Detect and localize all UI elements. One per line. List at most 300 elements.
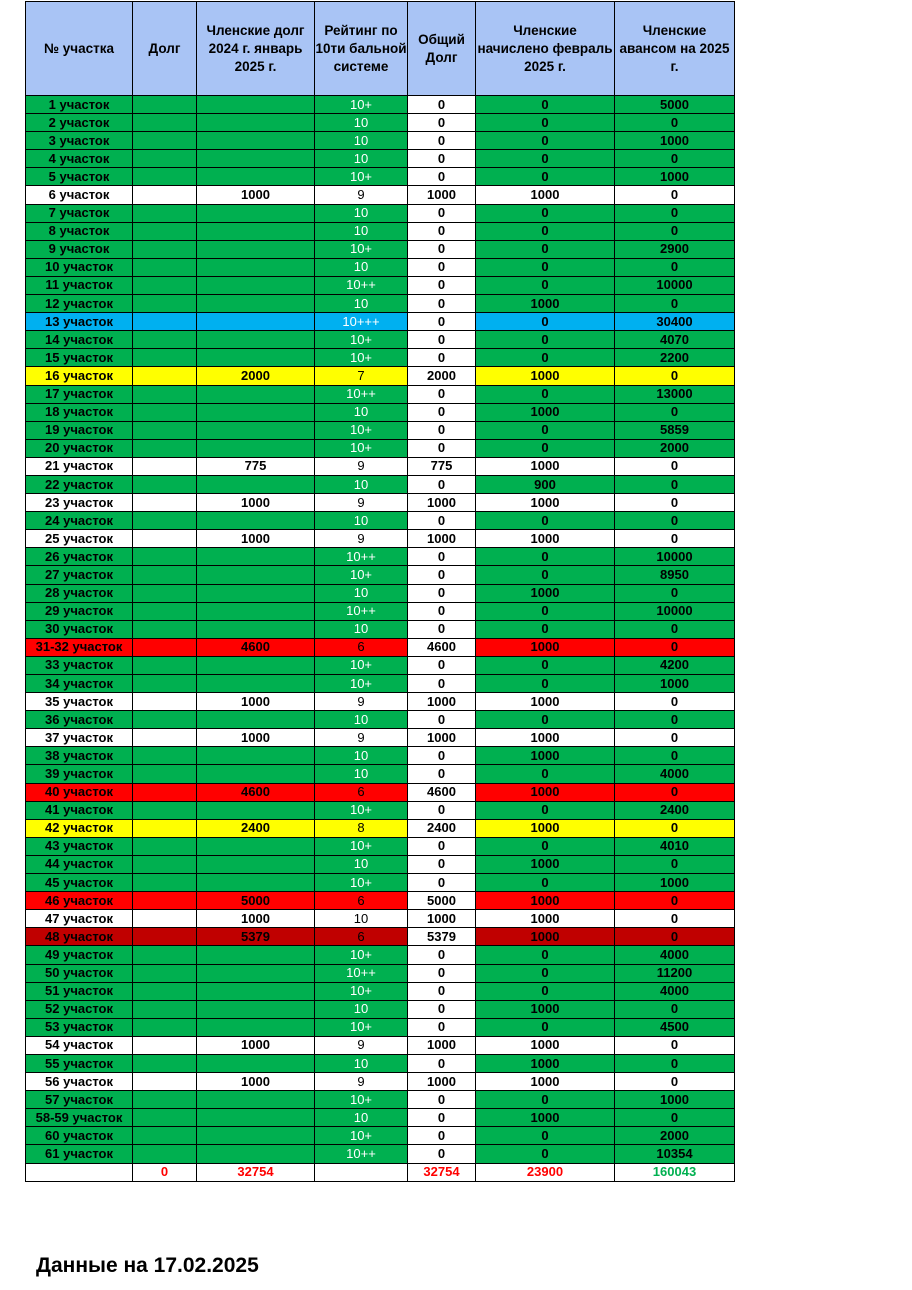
cell-charged: 1000 [476, 1073, 615, 1091]
members-table [25, 1, 735, 1182]
cell-rating: 10+ [315, 656, 408, 674]
cell-total-debt: 0 [408, 656, 476, 674]
cell-advance: 1000 [615, 1091, 735, 1109]
cell-rating: 10 [315, 1054, 408, 1072]
cell-debt [133, 566, 197, 584]
cell-debt [133, 494, 197, 512]
table-row [26, 475, 735, 493]
cell-rating: 10+ [315, 946, 408, 964]
cell-plot: 7 участок [26, 204, 133, 222]
table-body [26, 96, 735, 1164]
cell-plot: 20 участок [26, 439, 133, 457]
cell-total-debt: 0 [408, 385, 476, 403]
cell-total-debt: 0 [408, 403, 476, 421]
cell-total-debt: 1000 [408, 910, 476, 928]
table-row [26, 439, 735, 457]
cell-debt [133, 421, 197, 439]
cell-debt [133, 1109, 197, 1127]
cell-total-debt: 0 [408, 946, 476, 964]
cell-rating: 10+ [315, 331, 408, 349]
cell-member-debt [197, 1109, 315, 1127]
cell-total-debt: 775 [408, 457, 476, 475]
cell-member-debt [197, 313, 315, 331]
cell-plot: 21 участок [26, 457, 133, 475]
col-header-rating: Рейтинг по 10ти бальной системе [315, 2, 408, 96]
cell-advance: 1000 [615, 675, 735, 693]
cell-member-debt [197, 403, 315, 421]
cell-member-debt [197, 295, 315, 313]
table-row [26, 1109, 735, 1127]
cell-debt [133, 602, 197, 620]
cell-debt [133, 693, 197, 711]
cell-member-debt [197, 711, 315, 729]
cell-plot: 22 участок [26, 475, 133, 493]
cell-charged: 1000 [476, 403, 615, 421]
table-row [26, 874, 735, 892]
cell-plot: 29 участок [26, 602, 133, 620]
cell-total-debt: 0 [408, 1127, 476, 1145]
cell-advance: 4000 [615, 946, 735, 964]
cell-total-debt: 0 [408, 982, 476, 1000]
cell-total-debt: 1000 [408, 1073, 476, 1091]
cell-rating: 10+ [315, 439, 408, 457]
cell-plot: 56 участок [26, 1073, 133, 1091]
cell-total-debt: 4600 [408, 783, 476, 801]
cell-member-debt [197, 620, 315, 638]
cell-charged: 1000 [476, 729, 615, 747]
cell-debt [133, 204, 197, 222]
cell-debt [133, 964, 197, 982]
cell-debt [133, 711, 197, 729]
cell-rating: 10++ [315, 548, 408, 566]
cell-member-debt [197, 512, 315, 530]
cell-advance: 0 [615, 1000, 735, 1018]
cell-plot: 8 участок [26, 222, 133, 240]
cell-debt [133, 150, 197, 168]
cell-rating: 10+ [315, 837, 408, 855]
cell-debt [133, 114, 197, 132]
cell-advance: 0 [615, 150, 735, 168]
cell-member-debt [197, 1000, 315, 1018]
cell-rating: 7 [315, 367, 408, 385]
cell-total-debt: 0 [408, 132, 476, 150]
cell-debt [133, 1073, 197, 1091]
cell-plot: 26 участок [26, 548, 133, 566]
cell-charged: 0 [476, 240, 615, 258]
cell-rating: 10+ [315, 421, 408, 439]
cell-advance: 0 [615, 910, 735, 928]
cell-plot: 11 участок [26, 276, 133, 294]
cell-debt [133, 295, 197, 313]
cell-total-debt: 0 [408, 512, 476, 530]
table-row [26, 276, 735, 294]
cell-member-debt [197, 566, 315, 584]
cell-plot: 6 участок [26, 186, 133, 204]
cell-advance: 0 [615, 729, 735, 747]
cell-charged: 0 [476, 331, 615, 349]
table-row [26, 222, 735, 240]
cell-rating: 10+ [315, 982, 408, 1000]
cell-total-debt: 0 [408, 620, 476, 638]
cell-rating: 6 [315, 928, 408, 946]
cell-member-debt [197, 1091, 315, 1109]
cell-advance: 8950 [615, 566, 735, 584]
table-row [26, 783, 735, 801]
cell-charged: 0 [476, 258, 615, 276]
cell-rating: 10 [315, 620, 408, 638]
table-row [26, 638, 735, 656]
cell-charged: 1000 [476, 892, 615, 910]
cell-total-debt: 2000 [408, 367, 476, 385]
cell-advance: 0 [615, 295, 735, 313]
cell-plot: 37 участок [26, 729, 133, 747]
cell-member-debt [197, 1145, 315, 1163]
cell-advance: 4200 [615, 656, 735, 674]
cell-debt [133, 928, 197, 946]
cell-plot: 40 участок [26, 783, 133, 801]
table-row [26, 132, 735, 150]
cell-member-debt [197, 349, 315, 367]
cell-advance: 0 [615, 494, 735, 512]
cell-rating: 10++ [315, 385, 408, 403]
cell-rating: 10 [315, 747, 408, 765]
cell-member-debt [197, 331, 315, 349]
cell-rating: 10 [315, 204, 408, 222]
cell-charged: 0 [476, 276, 615, 294]
table-row [26, 349, 735, 367]
table-row [26, 1018, 735, 1036]
cell-charged: 0 [476, 946, 615, 964]
cell-rating: 10 [315, 222, 408, 240]
cell-debt [133, 548, 197, 566]
cell-member-debt: 1000 [197, 729, 315, 747]
cell-debt [133, 457, 197, 475]
cell-debt [133, 132, 197, 150]
cell-plot: 58-59 участок [26, 1109, 133, 1127]
cell-member-debt [197, 675, 315, 693]
cell-rating: 10 [315, 403, 408, 421]
cell-debt [133, 819, 197, 837]
cell-debt [133, 1000, 197, 1018]
cell-plot: 24 участок [26, 512, 133, 530]
cell-total-debt: 0 [408, 874, 476, 892]
cell-plot: 55 участок [26, 1054, 133, 1072]
table-row [26, 1127, 735, 1145]
cell-debt [133, 385, 197, 403]
cell-charged: 0 [476, 837, 615, 855]
cell-rating: 10+ [315, 96, 408, 114]
cell-advance: 0 [615, 693, 735, 711]
cell-advance: 0 [615, 783, 735, 801]
cell-member-debt [197, 132, 315, 150]
cell-rating: 9 [315, 186, 408, 204]
cell-advance: 10000 [615, 276, 735, 294]
table-row [26, 114, 735, 132]
cell-charged: 0 [476, 620, 615, 638]
cell-total-debt: 0 [408, 276, 476, 294]
cell-rating: 10++ [315, 964, 408, 982]
cell-plot: 25 участок [26, 530, 133, 548]
table-row [26, 584, 735, 602]
cell-total-debt: 0 [408, 1109, 476, 1127]
cell-total-debt: 0 [408, 349, 476, 367]
cell-advance: 0 [615, 1073, 735, 1091]
table-row [26, 421, 735, 439]
cell-advance: 0 [615, 928, 735, 946]
cell-plot: 51 участок [26, 982, 133, 1000]
cell-total-debt: 5379 [408, 928, 476, 946]
cell-total-debt: 0 [408, 222, 476, 240]
table-row [26, 295, 735, 313]
cell-plot: 61 участок [26, 1145, 133, 1163]
cell-debt [133, 530, 197, 548]
cell-member-debt: 2400 [197, 819, 315, 837]
cell-charged: 1000 [476, 1036, 615, 1054]
cell-charged: 1000 [476, 295, 615, 313]
cell-rating: 10+ [315, 801, 408, 819]
cell-advance: 0 [615, 186, 735, 204]
cell-advance: 0 [615, 1036, 735, 1054]
cell-rating: 10+ [315, 675, 408, 693]
cell-member-debt [197, 421, 315, 439]
cell-total-debt: 0 [408, 765, 476, 783]
table-row [26, 367, 735, 385]
cell-advance: 0 [615, 403, 735, 421]
cell-rating: 10+ [315, 566, 408, 584]
cell-charged: 0 [476, 439, 615, 457]
cell-charged: 1000 [476, 855, 615, 873]
cell-total-debt: 0 [408, 1054, 476, 1072]
cell-member-debt [197, 874, 315, 892]
table-row [26, 892, 735, 910]
cell-total-debt: 0 [408, 240, 476, 258]
cell-advance: 4010 [615, 837, 735, 855]
cell-rating: 6 [315, 638, 408, 656]
cell-member-debt [197, 548, 315, 566]
cell-debt [133, 1036, 197, 1054]
table-row [26, 602, 735, 620]
cell-member-debt: 1000 [197, 693, 315, 711]
cell-charged: 0 [476, 548, 615, 566]
cell-member-debt: 4600 [197, 783, 315, 801]
cell-charged: 0 [476, 675, 615, 693]
table-row [26, 1054, 735, 1072]
cell-plot: 60 участок [26, 1127, 133, 1145]
cell-advance: 0 [615, 530, 735, 548]
cell-plot: 45 участок [26, 874, 133, 892]
cell-advance: 0 [615, 638, 735, 656]
cell-member-debt [197, 150, 315, 168]
table-row [26, 240, 735, 258]
cell-debt [133, 96, 197, 114]
cell-debt [133, 1145, 197, 1163]
cell-rating: 9 [315, 494, 408, 512]
totals-debt: 0 [133, 1163, 197, 1181]
cell-plot: 41 участок [26, 801, 133, 819]
cell-debt [133, 855, 197, 873]
data-date-note: Данные на 17.02.2025 [36, 1254, 259, 1277]
cell-total-debt: 0 [408, 331, 476, 349]
cell-debt [133, 349, 197, 367]
cell-advance: 4070 [615, 331, 735, 349]
cell-advance: 2000 [615, 439, 735, 457]
col-header-plot: № участка [26, 2, 133, 96]
cell-plot: 19 участок [26, 421, 133, 439]
cell-rating: 10 [315, 711, 408, 729]
cell-total-debt: 0 [408, 548, 476, 566]
cell-advance: 0 [615, 892, 735, 910]
cell-member-debt: 2000 [197, 367, 315, 385]
cell-plot: 39 участок [26, 765, 133, 783]
cell-rating: 10 [315, 1109, 408, 1127]
cell-plot: 48 участок [26, 928, 133, 946]
cell-total-debt: 0 [408, 1091, 476, 1109]
cell-charged: 0 [476, 566, 615, 584]
cell-total-debt: 2400 [408, 819, 476, 837]
cell-plot: 46 участок [26, 892, 133, 910]
cell-charged: 1000 [476, 186, 615, 204]
cell-plot: 44 участок [26, 855, 133, 873]
cell-member-debt [197, 855, 315, 873]
cell-charged: 0 [476, 602, 615, 620]
cell-plot: 33 участок [26, 656, 133, 674]
cell-total-debt: 1000 [408, 494, 476, 512]
cell-plot: 34 участок [26, 675, 133, 693]
cell-member-debt [197, 1127, 315, 1145]
table-row [26, 675, 735, 693]
cell-charged: 900 [476, 475, 615, 493]
table-row [26, 693, 735, 711]
cell-debt [133, 747, 197, 765]
table-row [26, 1036, 735, 1054]
cell-debt [133, 1091, 197, 1109]
cell-charged: 1000 [476, 367, 615, 385]
cell-plot: 4 участок [26, 150, 133, 168]
cell-debt [133, 258, 197, 276]
cell-member-debt [197, 765, 315, 783]
cell-total-debt: 0 [408, 204, 476, 222]
cell-member-debt: 1000 [197, 530, 315, 548]
cell-rating: 10++ [315, 602, 408, 620]
cell-plot: 3 участок [26, 132, 133, 150]
totals-member-debt: 32754 [197, 1163, 315, 1181]
table-row [26, 1091, 735, 1109]
cell-plot: 9 участок [26, 240, 133, 258]
cell-advance: 1000 [615, 874, 735, 892]
cell-charged: 1000 [476, 928, 615, 946]
cell-rating: 10+ [315, 1127, 408, 1145]
cell-plot: 2 участок [26, 114, 133, 132]
table-row [26, 512, 735, 530]
cell-debt [133, 620, 197, 638]
cell-total-debt: 0 [408, 475, 476, 493]
cell-member-debt [197, 747, 315, 765]
table-row [26, 385, 735, 403]
cell-rating: 10+ [315, 168, 408, 186]
cell-debt [133, 403, 197, 421]
table-row [26, 801, 735, 819]
table-row [26, 982, 735, 1000]
cell-total-debt: 0 [408, 837, 476, 855]
cell-rating: 10 [315, 258, 408, 276]
cell-member-debt [197, 801, 315, 819]
cell-debt [133, 168, 197, 186]
cell-member-debt [197, 276, 315, 294]
cell-rating: 10 [315, 512, 408, 530]
cell-charged: 0 [476, 1127, 615, 1145]
cell-debt [133, 656, 197, 674]
table-row [26, 910, 735, 928]
cell-advance: 0 [615, 114, 735, 132]
table-row [26, 313, 735, 331]
cell-total-debt: 0 [408, 1000, 476, 1018]
cell-rating: 6 [315, 892, 408, 910]
table-row [26, 837, 735, 855]
cell-total-debt: 1000 [408, 693, 476, 711]
table-row [26, 964, 735, 982]
cell-member-debt [197, 204, 315, 222]
table-totals [26, 1163, 735, 1181]
cell-total-debt: 0 [408, 96, 476, 114]
table-row [26, 819, 735, 837]
cell-plot: 42 участок [26, 819, 133, 837]
cell-charged: 0 [476, 132, 615, 150]
table-row [26, 711, 735, 729]
cell-charged: 1000 [476, 1109, 615, 1127]
cell-plot: 38 участок [26, 747, 133, 765]
cell-plot: 35 участок [26, 693, 133, 711]
cell-plot: 13 участок [26, 313, 133, 331]
cell-charged: 0 [476, 1091, 615, 1109]
table-row [26, 530, 735, 548]
cell-member-debt [197, 258, 315, 276]
cell-rating: 10+ [315, 1091, 408, 1109]
cell-advance: 2000 [615, 1127, 735, 1145]
cell-charged: 1000 [476, 910, 615, 928]
cell-advance: 2200 [615, 349, 735, 367]
cell-rating: 9 [315, 1073, 408, 1091]
cell-charged: 0 [476, 1018, 615, 1036]
totals-plot [26, 1163, 133, 1181]
cell-member-debt [197, 475, 315, 493]
cell-advance: 0 [615, 819, 735, 837]
cell-debt [133, 186, 197, 204]
cell-charged: 0 [476, 874, 615, 892]
cell-charged: 1000 [476, 494, 615, 512]
cell-member-debt [197, 1054, 315, 1072]
totals-advance: 160043 [615, 1163, 735, 1181]
cell-advance: 0 [615, 204, 735, 222]
cell-charged: 0 [476, 765, 615, 783]
cell-debt [133, 276, 197, 294]
cell-plot: 16 участок [26, 367, 133, 385]
cell-plot: 1 участок [26, 96, 133, 114]
table-row [26, 331, 735, 349]
cell-plot: 53 участок [26, 1018, 133, 1036]
cell-advance: 0 [615, 222, 735, 240]
table-row [26, 548, 735, 566]
cell-charged: 0 [476, 349, 615, 367]
col-header-advance: Членские авансом на 2025 г. [615, 2, 735, 96]
table-row [26, 620, 735, 638]
table-row [26, 855, 735, 873]
cell-plot: 10 участок [26, 258, 133, 276]
cell-advance: 10000 [615, 602, 735, 620]
col-header-debt: Долг [133, 2, 197, 96]
cell-advance: 0 [615, 512, 735, 530]
cell-plot: 30 участок [26, 620, 133, 638]
cell-total-debt: 4600 [408, 638, 476, 656]
